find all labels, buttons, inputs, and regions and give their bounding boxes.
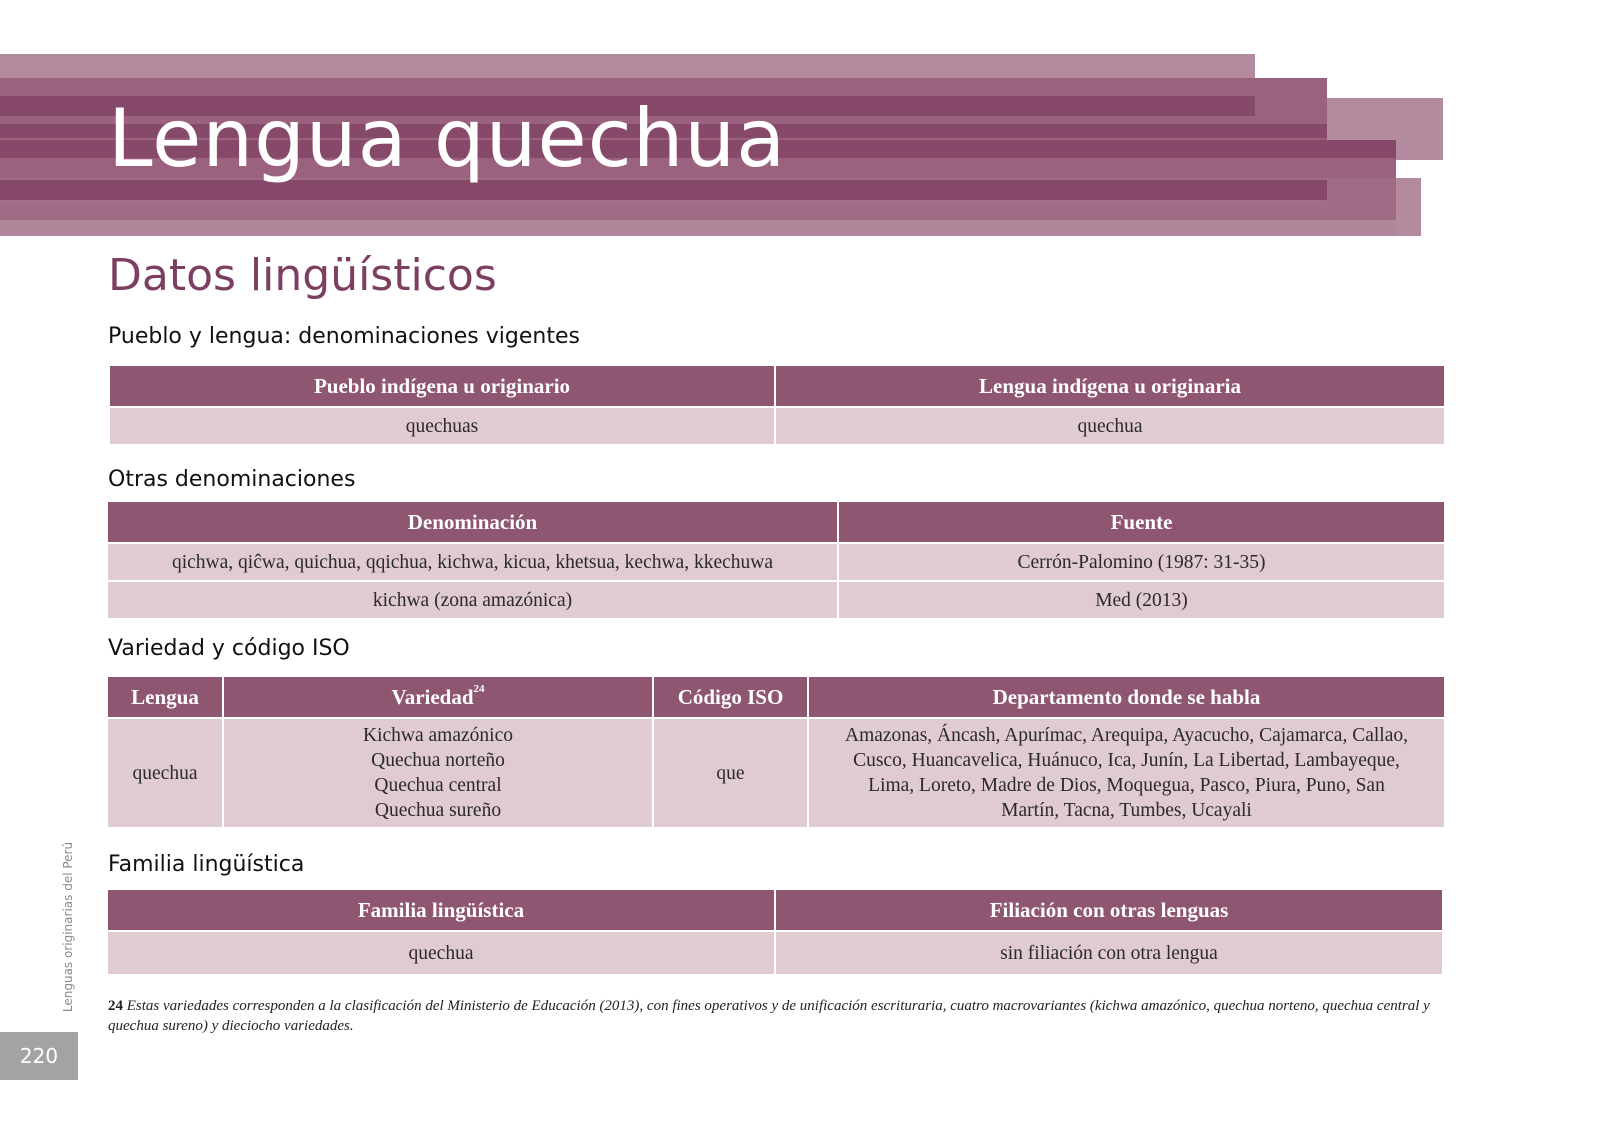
column-header: Filiación con otras lenguas: [775, 889, 1443, 931]
otras-table: [106, 500, 1446, 620]
table-cell: kichwa (zona amazónica): [107, 581, 838, 619]
variedad-item: Quechua central: [374, 775, 502, 796]
column-header: Variedad$^{24}$: [223, 676, 653, 718]
table-row: [107, 581, 1445, 619]
page-title: Lengua quechua: [108, 92, 787, 185]
familia-heading: Familia lingüística: [108, 852, 305, 877]
pueblo-lengua-heading: Pueblo y lengua: denominaciones vigentes: [108, 324, 580, 349]
page-number: 220: [0, 1032, 78, 1080]
table-cell: Med (2013): [838, 581, 1445, 619]
table-cell: quechua: [107, 931, 775, 975]
table-cell: quechuas: [109, 407, 775, 445]
column-header: Departamento donde se habla: [808, 676, 1445, 718]
column-header: Código ISO: [653, 676, 808, 718]
column-header: Fuente: [838, 501, 1445, 543]
pueblo-lengua-table: [108, 364, 1446, 446]
column-header: Denominación: [107, 501, 838, 543]
table-cell: que: [653, 718, 808, 828]
variedad-item: Quechua norteño: [371, 750, 505, 771]
section-title: Datos lingüísticos: [108, 250, 497, 301]
variedad-item: Kichwa amazónico: [363, 725, 513, 746]
column-header: Familia lingüística: [107, 889, 775, 931]
table-row: [107, 718, 1445, 828]
departamentos-cell: [808, 718, 1445, 828]
table-cell: qichwa, qiĉwa, quichua, qqichua, kichwa, kicua, khetsua, kechwa, kkechuwa: [107, 543, 838, 581]
footnote-number: 24: [108, 998, 123, 1014]
column-header: Pueblo indígena u originario: [109, 365, 775, 407]
table-cell: Cerrón-Palomino (1987: 31-35): [838, 543, 1445, 581]
table-cell: quechua: [775, 407, 1445, 445]
banner-stripe: [1396, 178, 1421, 236]
table-row: [107, 543, 1445, 581]
variedades-cell: [223, 718, 653, 828]
departamentos-line: Martín, Tacna, Tumbes, Ucayali: [1001, 800, 1252, 821]
departamentos-line: Lima, Loreto, Madre de Dios, Moquegua, Pasco, Piura, Puno, San: [868, 775, 1385, 796]
footnote: [108, 996, 1438, 1036]
running-footer-label: Lenguas originarias del Perú: [61, 841, 75, 1013]
familia-table: [106, 888, 1444, 976]
footnote-marker: 24: [473, 682, 485, 695]
variedad-heading: Variedad y código ISO: [108, 636, 350, 661]
table-cell: sin filiación con otra lengua: [775, 931, 1443, 975]
footnote-text: Estas variedades corresponden a la clasificación del Ministerio de Educación (2013), con fines operativos y de unificación escrituraria, cuatro macrovariantes (kichwa amazónico, quechua norteno, quechua central y quechua sureno) y dieciocho variedades.: [108, 998, 1430, 1034]
column-header: Lengua: [107, 676, 223, 718]
departamentos-line: Amazonas, Áncash, Apurímac, Arequipa, Ayacucho, Cajamarca, Callao,: [845, 725, 1408, 746]
variedad-table: [106, 675, 1446, 829]
table-cell: quechua: [107, 718, 223, 828]
variedad-item: Quechua sureño: [374, 800, 502, 821]
otras-heading: Otras denominaciones: [108, 467, 356, 492]
column-header: Lengua indígena u originaria: [775, 365, 1445, 407]
departamentos-line: Cusco, Huancavelica, Huánuco, Ica, Junín, La Libertad, Lambayeque,: [853, 750, 1400, 771]
